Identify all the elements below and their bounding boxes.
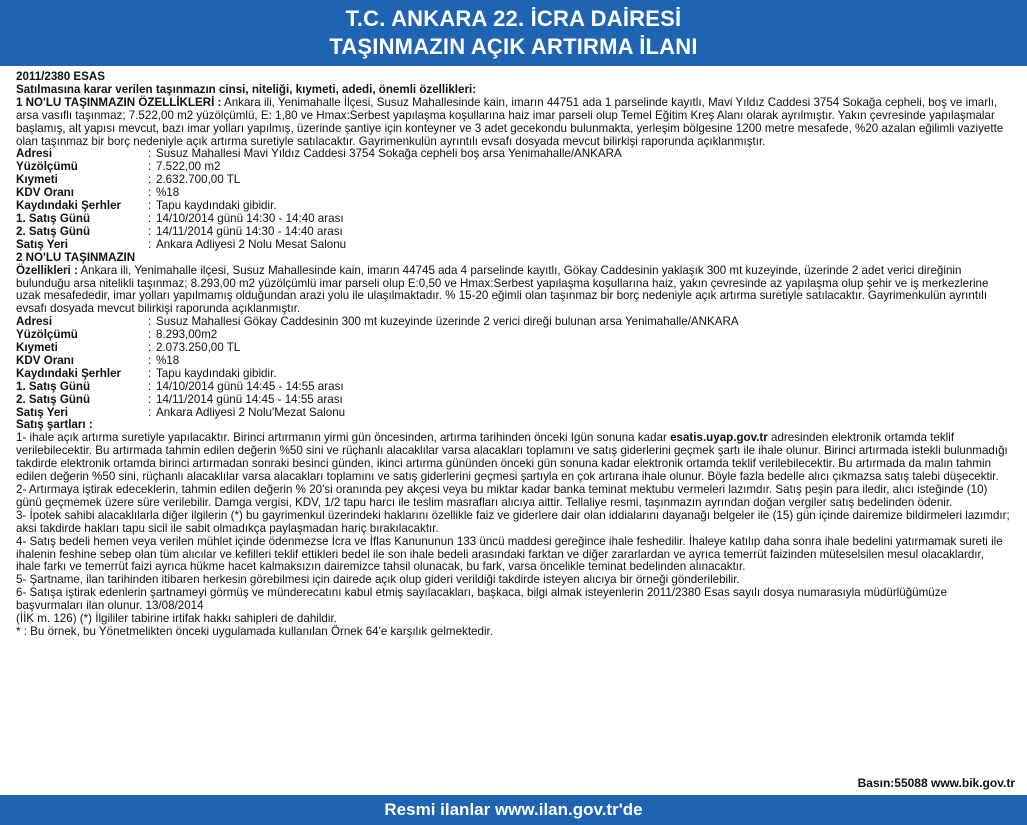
condition-6: 6- Satışa iştirak edenlerin şartnameyi görmüş ve münderecatını kabul etmiş sayılacakları, başkaca, bilgi almak isteyenlerin 2011/2380 Esas sayılı dosya numarasıyla müdürlüğümüze başvurmaları ilan olunur. 13/08/2014 [16,586,947,613]
field-value: 14/11/2014 günü 14:30 - 14:40 arası [156,224,343,238]
condition-4: 4- Satış bedeli hemen veya verilen mühlet içinde ödenmezse İcra ve İflas Kanununun 133 üncü maddesi gereğince ihale feshedilir. İhaleye katılıp daha sonra ihale bedelini yatırmamak sureti ile ihalenin feshine sebep olan tüm alıcılar ve kefilleri teklif ettikleri bedel ile son ihale bedeli arasındaki farktan ve diğer zararlardan ve ayrıca temerrüt faizinden müteselsilen mesul olacaklardır, ihale farkı ve temerrüt faizi ayrıca hükme hacet kalmaksızın dairemizce tahsil olunacak, bu fark, varsa öncelikle teminat bedelinden alınacaktır. [16,534,1003,574]
field-row: Kıymeti : 2.073.250,00 TL [16,342,1011,355]
property-1-description [16,97,1011,149]
field-key: Adresi [16,315,53,329]
property-2-text: Ankara ili, Yenimahalle ilçesi, Susuz Mahallesinde kain, imarın 44745 ada 4 parselinde kayıtlı, Gökay Caddesinin yaklaşık 300 mt kuzeyinde, üzerinde 2 adet verici direğinin bulunduğu arsa nitelikli taşınmaz; 8.293,00 m2 yüzölçümlü imar parseli olup E:0,50 ve Hmax:Serbest yapılaşma koşullarına haiz, yakın çevresinde az yapılaşma olup şehir ve iş merkezlerine uzak mesafededir, imar yolları yapılmamış olduğundan arazi yolu ile ulaşılmaktadır. % 15-20 eğimli olan taşınmaz bir borç nedeniyle açık artırma suretiyle satılacaktır. Gayrimenkulün ayrıntılı evsafı dosyada mevcut bilirkişi raporunda açıklanmıştır. [16,263,989,316]
field-key: Kaydındaki Şerhler [16,366,122,380]
field-row: Yüzölçümü : 7.522,00 m2 [16,161,1011,174]
field-key: Kaydındaki Şerhler [16,199,122,213]
property-2-heading: 2 NO'LU TAŞINMAZIN [16,250,136,264]
field-value: %18 [156,353,180,367]
header-title-2: TAŞINMAZIN AÇIK ARTIRMA İLANI [329,34,698,59]
field-row: Kaydındaki Şerhler : Tapu kaydındaki gibidir. [16,368,1011,381]
header-title-1: T.C. ANKARA 22. İCRA DAİRESİ [345,6,682,31]
property-2-label: Özellikleri : [16,263,78,277]
basin-reference: Basın:55088 www.bik.gov.tr [857,776,1015,790]
field-key: 2. Satış Günü [16,224,91,238]
condition-1-text-a: 1- ihale açık artırma suretiyle yapılacaktır. Birinci artırmanın yirmi gün öncesinden, artırma tarihinden önceki Igün sonuna kadar [16,431,671,445]
field-value: 14/10/2014 günü 14:45 - 14:55 arası [156,379,344,393]
field-row: Adresi : Susuz Mahallesi Mavi Yıldız Caddesi 3754 Sokağa cepheli boş arsa Yenimahalle/ANKARA [16,148,1011,161]
note-ornek: * : Bu örnek, bu Yönetmelikten önceki uygulamada kullanılan Örnek 64'e karşılık gelmektedir. [16,624,493,638]
field-value: Ankara Adliyesi 2 Nolu'Mezat Salonu [156,405,346,419]
notice-body [0,66,1027,639]
field-value: 14/11/2014 günü 14:45 - 14:55 arası [156,392,343,406]
field-value: 14/10/2014 günü 14:30 - 14:40 arası [156,211,344,225]
field-row: 1. Satış Günü : 14/10/2014 günü 14:30 - 14:40 arası [16,213,1011,226]
property-2-fields [16,316,1011,419]
field-value: Susuz Mahallesi Gökay Caddesinin 300 mt kuzeyinde üzerinde 2 verici direği bulunan arsa Yenimahalle/ANKARA [156,315,739,329]
field-key: Yüzölçümü [16,328,78,342]
field-row: KDV Oranı : %18 [16,355,1011,368]
field-value: 2.073.250,00 TL [156,341,241,355]
condition-1 [16,432,1011,484]
field-value: 2.632.700,00 TL [156,173,241,187]
field-row: Yüzölçümü : 8.293,00m2 [16,329,1011,342]
field-key: Adresi [16,147,53,161]
field-value: Susuz Mahallesi Mavi Yıldız Caddesi 3754 Sokağa cepheli boş arsa Yenimahalle/ANKARA [156,147,622,161]
note-iik: (İİK m. 126) (*) İlgililer tabirine irtifak hakkı sahipleri de dahildir. [16,612,337,626]
field-row: KDV Oranı : %18 [16,187,1011,200]
field-row: Adresi : Susuz Mahallesi Gökay Caddesinin 300 mt kuzeyinde üzerinde 2 verici direği bulunan arsa Yenimahalle/ANKARA [16,316,1011,329]
field-row: Kaydındaki Şerhler : Tapu kaydındaki gibidir. [16,200,1011,213]
condition-1-text-b: adresinden elektronik ortamda teklif verilebilecektir. Bu artırmada tahmin edilen değerin %50 sini ve rüçhanlı alacaklılar varsa alacakları toplamını ve satış giderlerini geçmek şartı ile ihale olunur. Birinci artırmada istekli bulunmadığı takdirde elektronik ortamda birinci artırmadan sonraki besinci günden, ikinci artırma gününden önceki gün sonuna kadar elektronik ortamda teklif verilebilecektir. Bu artırmada da malın tahmin edilen değerin %50 sini, rüçhanlı alacaklılar varsa alacakları toplamını ve satış giderlerini geçmesi şartıyla en çok artırana ihale olunur. Böyle fazla bedelle alıcı çıkmazsa satış talebi düşecektir. [16,431,1008,484]
field-key: KDV Oranı [16,186,74,200]
field-value: Tapu kaydındaki gibidir. [156,366,277,380]
field-key: Yüzölçümü [16,160,78,174]
footer-banner[interactable]: Resmi ilanlar www.ilan.gov.tr'de [0,795,1027,825]
field-key: 2. Satış Günü [16,392,91,406]
condition-5: 5- Şartname, ilan tarihinden itibaren herkesin görebilmesi için dairede açık olup gideri verildiği takdirde isteyen alıcıya bir örneği gönderilebilir. [16,573,740,587]
field-row: 2. Satış Günü : 14/11/2014 günü 14:45 - 14:55 arası [16,394,1011,407]
field-row: Satış Yeri : Ankara Adliyesi 2 Nolu'Mezat Salonu [16,407,1011,420]
field-row: 2. Satış Günü : 14/11/2014 günü 14:30 - 14:40 arası [16,226,1011,239]
field-row: Satış Yeri : Ankara Adliyesi 2 Nolu Mesat Salonu [16,239,1011,252]
field-row: Kıymeti : 2.632.700,00 TL [16,174,1011,187]
field-key: Kıymeti [16,173,58,187]
property-2-description [16,265,1011,317]
conditions-heading: Satış şartları : [16,418,93,432]
condition-3: 3- İpotek sahibi alacaklılarla diğer ilgilerin (*) bu gayrimenkul üzerindeki haklarını özellikle faiz ve giderlere dair olan iddialarını dayanağı belgeler ile (15) gün içinde dairemize bildirmeleri lazımdır; aksi takdirde hakları tapu sicil ile sabit olmadıkça paylaşmadan hariç bırakılacaktır. [16,508,1010,535]
property-1-heading: 1 NO'LU TAŞINMAZIN ÖZELLİKLERİ : [16,95,222,109]
esatis-link[interactable]: esatis.uyap.gov.tr [670,431,768,445]
field-value: 7.522,00 m2 [156,160,221,174]
field-value: Tapu kaydındaki gibidir. [156,199,277,213]
case-number: 2011/2380 ESAS [16,70,105,83]
field-key: Satış Yeri [16,237,68,251]
field-key: KDV Oranı [16,353,74,367]
field-row: 1. Satış Günü : 14/10/2014 günü 14:45 - 14:55 arası [16,381,1011,394]
property-1-fields [16,148,1011,251]
field-value: Ankara Adliyesi 2 Nolu Mesat Salonu [156,237,347,251]
field-value: %18 [156,186,180,200]
field-value: 8.293,00m2 [156,328,218,342]
condition-2: 2- Artırmaya iştirak edeceklerin, tahmin edilen değerin % 20'si oranında pey akçesi veya bu miktar kadar banka teminat mektubu vermeleri lazımdır. Satış peşin para iledir, alıcı isteğinde (10) günü geçmemek üzere süre verilebilir. Damga vergisi, KDV, 1/2 tapu harcı ile teslim masrafları alıcıya aittir. Tellaliye resmi, taşınmazın ayrından doğan vergiler satış bedelinden ödenir. [16,483,988,509]
field-key: Satış Yeri [16,405,68,419]
field-key: Kıymeti [16,341,58,355]
intro-line: Satılmasına karar verilen taşınmazın cinsi, niteliği, kıymeti, adedi, önemli özellikleri: [16,82,477,96]
field-key: 1. Satış Günü [16,379,91,393]
field-key: 1. Satış Günü [16,211,91,225]
property-1-text: Ankara ili, Yenimahalle İlçesi, Susuz Mahallesinde kain, imarın 44751 ada 1 parselinde kayıtlı, Mavi Yıldız Caddesi 3754 Sokağa cepheli, boş ve imarlı, arsa vasıflı taşınmaz; 7.522,00 m2 yüzölçümlü, E: 1,80 ve Hmax:Serbest yapılaşma koşullarına haiz imar parseli olup Temel Eğitim Kreş Alanı olarak ayrılmıştır. Yakın çevresinde yapılaşmalar başlamış, alt yapısı mevcut, bazı imar yolları yapılmış, üzerinde şantiye için konteyner ve 3 adet gecekondu bulunmakta, yerleşim bölgesine 1200 metre mesafede, %20 azalan eğilimli vaziyette olan taşınmaz bir borç nedeniyle açık artırma suretiyle satılacaktır. Gayrimenkulün ayrıntılı evsafı dosyada mevcut bilirkişi raporunda açıklanmıştır. [16,95,1004,148]
header-banner [0,0,1027,66]
